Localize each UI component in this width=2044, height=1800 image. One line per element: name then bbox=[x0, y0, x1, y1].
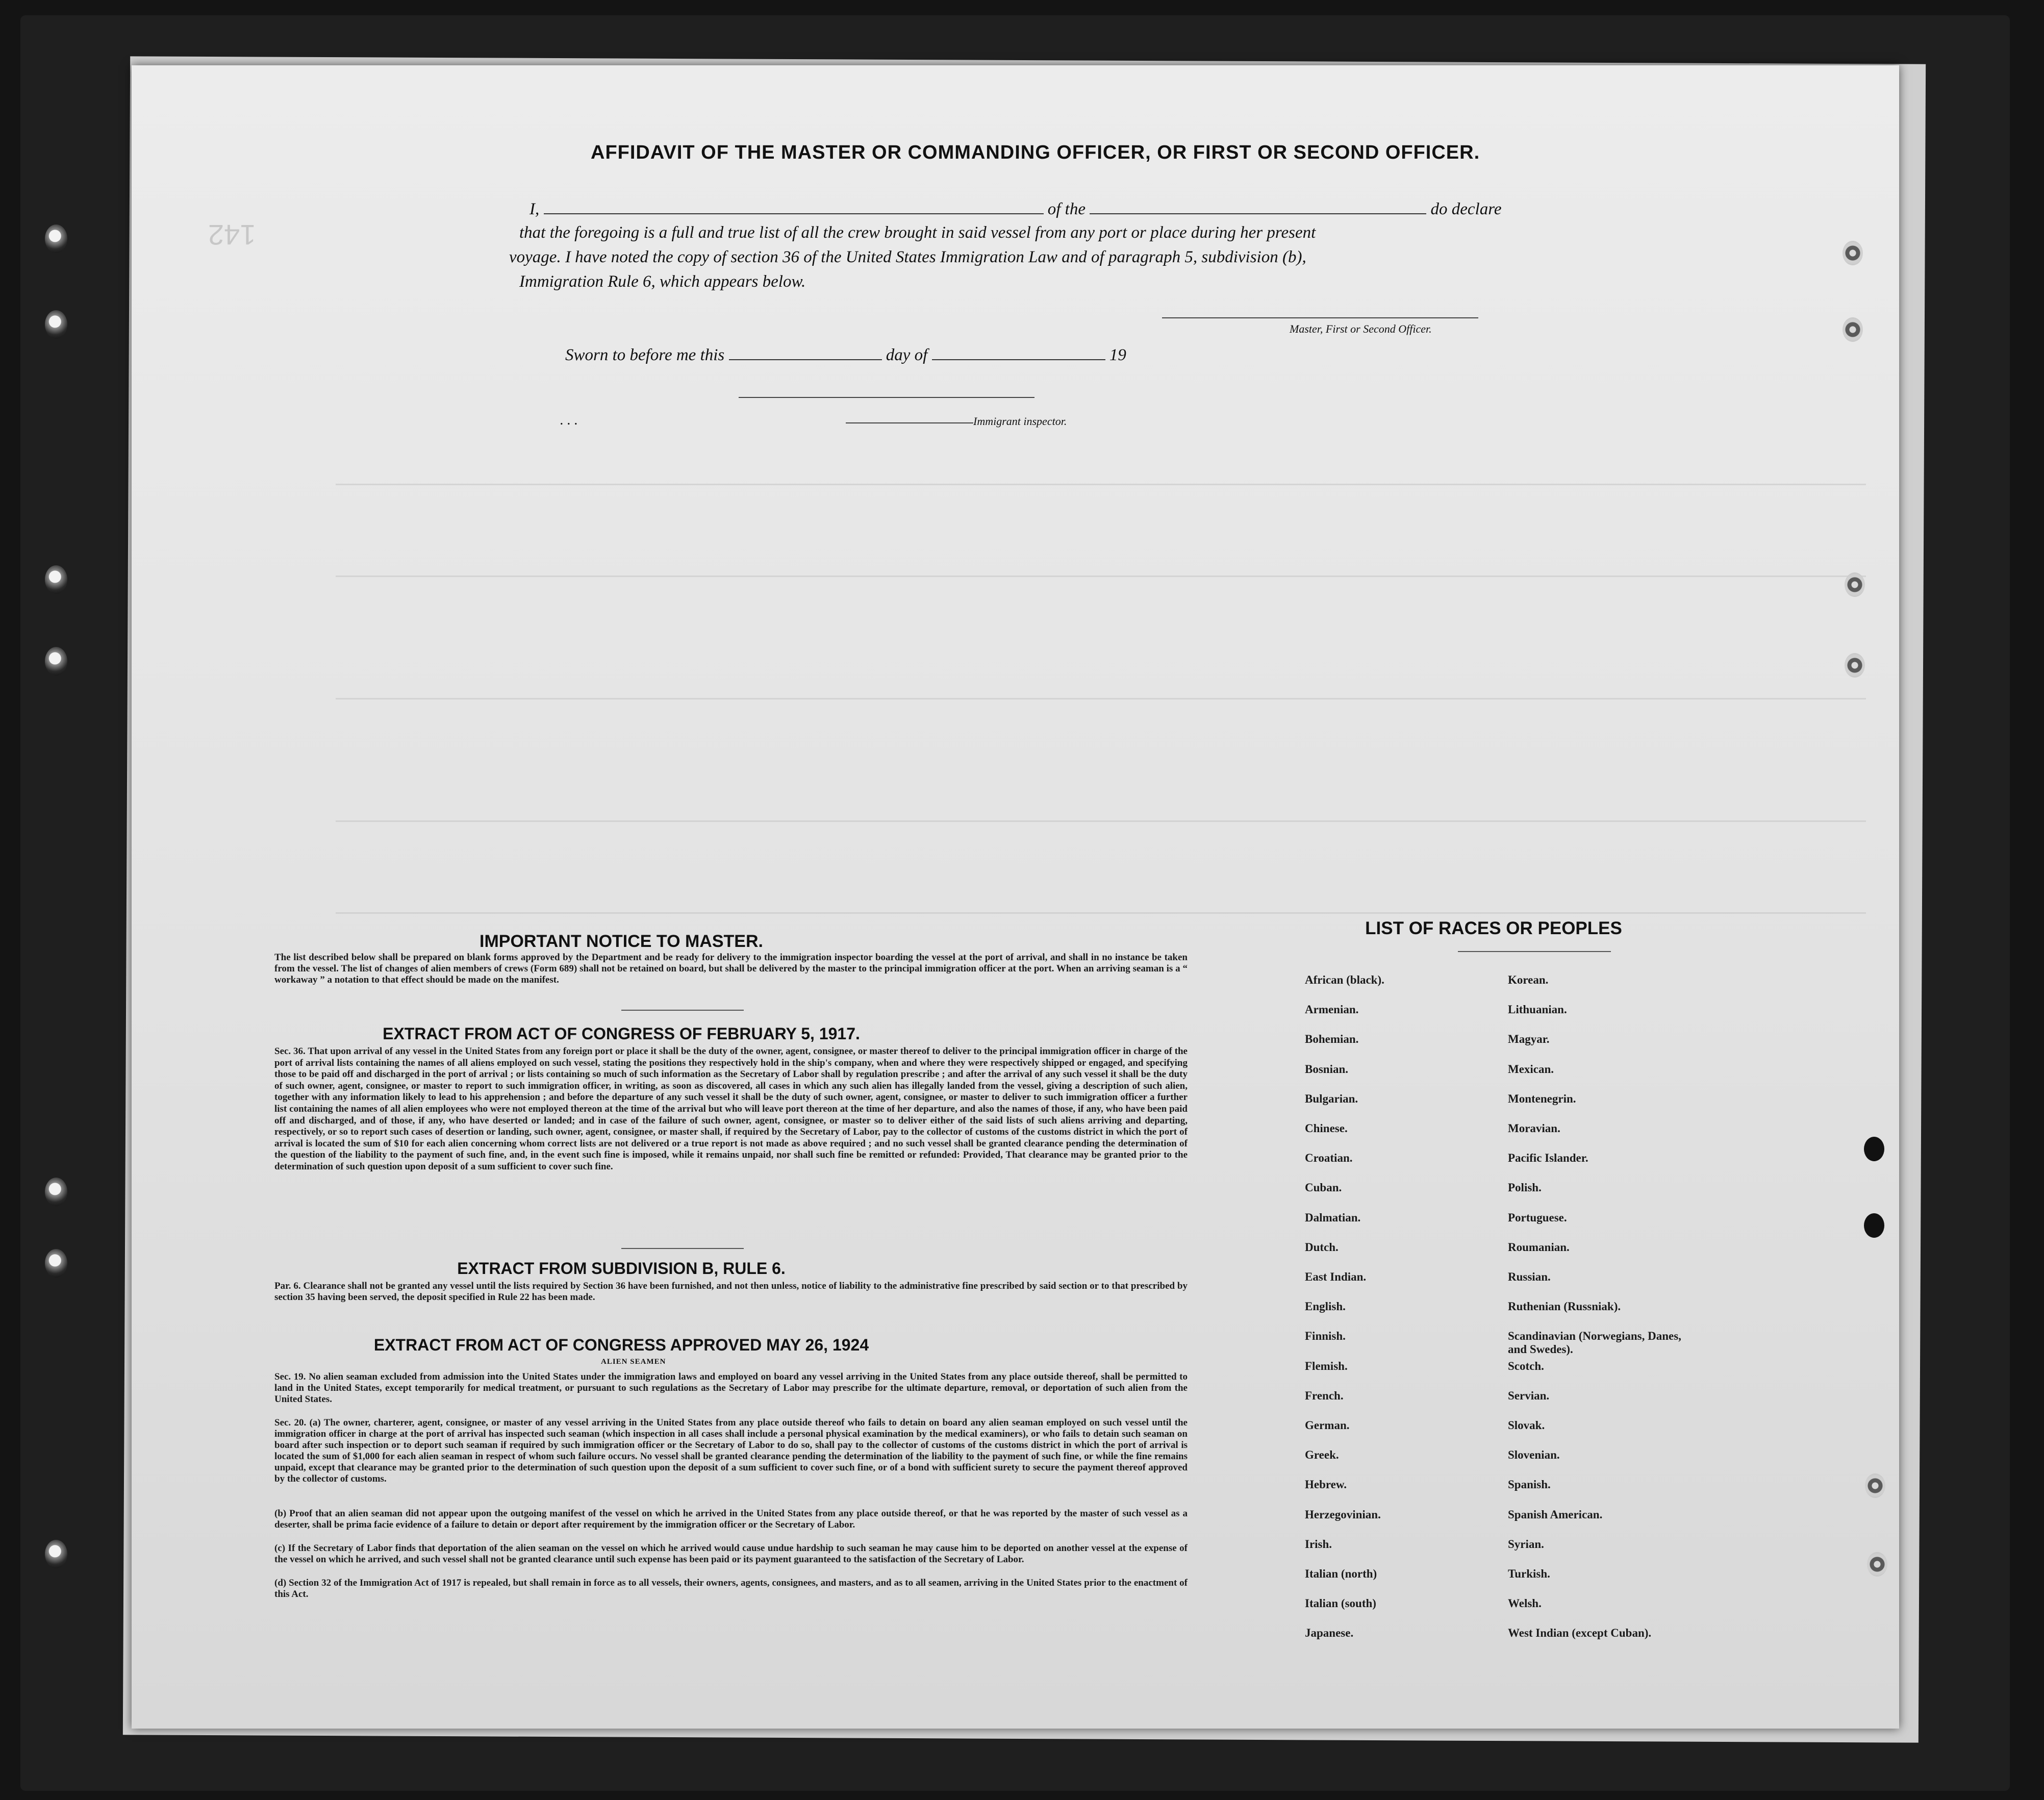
year-label: 19 bbox=[1109, 346, 1126, 364]
inspector-label: Immigrant inspector. bbox=[973, 415, 1067, 428]
bleed-through-rule bbox=[336, 698, 1866, 699]
race-item: Italian (north) bbox=[1305, 1567, 1377, 1580]
punch-hole-icon bbox=[1843, 241, 1863, 265]
sworn-month-blank[interactable] bbox=[932, 345, 1105, 360]
race-item: Spanish. bbox=[1508, 1478, 1551, 1491]
margin-page-number: 142 bbox=[208, 219, 256, 251]
affidavit-line-4: Immigration Rule 6, which appears below. bbox=[519, 272, 806, 291]
affidavit-of-the: of the bbox=[1047, 200, 1086, 218]
bleed-through-rule bbox=[336, 484, 1866, 485]
sworn-label: Sworn to before me this bbox=[565, 346, 725, 364]
alien-seamen-subtitle: ALIEN SEAMEN bbox=[601, 1358, 666, 1366]
sworn-day-blank[interactable] bbox=[729, 345, 882, 360]
race-item: Italian (south) bbox=[1305, 1597, 1376, 1610]
punch-hole-icon bbox=[1845, 653, 1865, 678]
binder-ring-icon bbox=[45, 565, 67, 594]
binder-ring-icon bbox=[45, 1178, 67, 1206]
race-item: Pacific Islander. bbox=[1508, 1152, 1588, 1164]
race-item: Hebrew. bbox=[1305, 1478, 1347, 1491]
binder-ring-icon bbox=[45, 1540, 67, 1568]
race-item: German. bbox=[1305, 1419, 1350, 1432]
punch-hole-icon bbox=[1867, 1552, 1887, 1577]
notice-body: The list described below shall be prepared on blank forms approved by the Department and be ready for delivery to the immigration inspector boarding the vessel at the port of arrival, and shall in no instance be taken from the vessel. The list of changes of alien members of crews (Form 689) shall not be retained on board, but shall be delivered by the master to the principal immigration officer at the port. When an arriving seaman is a “ workaway ” a notation to that effect should be made on the manifest. bbox=[274, 952, 1188, 985]
race-item: Russian. bbox=[1508, 1270, 1551, 1283]
extract-1917-title: EXTRACT FROM ACT OF CONGRESS OF FEBRUARY 5, 1917. bbox=[383, 1024, 860, 1043]
extract-1924-sec20a: Sec. 20. (a) The owner, charterer, agent, consignee, or master of any vessel arriving in the United States from any place outside thereof who fails to detain on board any alien seaman employed on such vessel until the immigration officer in charge at the port of arrival has inspected such seaman (which inspection in all cases shall include a personal physical examination by the medical examiners), or who fails to detain such seaman on board after such inspection or to deport such seaman if required by such immigration officer or the Secretary of Labor to do so, shall pay to the collector of customs of the customs district in which the port of arrival is located the sum of $1,000 for each alien seaman in respect of whom such failure occurs. No vessel shall be granted clearance pending the determination of the liability to the payment of such fine, or while the fine remains unpaid, except that clearance may be granted prior to the determination of such question upon the deposit of a sum sufficient to cover such fine, or of a bond with sufficient surety to secure the payment thereof approved by the collector of customs. bbox=[274, 1417, 1188, 1484]
day-of-label: day of bbox=[886, 346, 928, 364]
race-item: Greek. bbox=[1305, 1448, 1339, 1461]
race-item: Japanese. bbox=[1305, 1627, 1354, 1639]
race-item: Bulgarian. bbox=[1305, 1092, 1358, 1105]
race-item: Bosnian. bbox=[1305, 1063, 1349, 1076]
dots: . . . bbox=[560, 412, 578, 428]
extract-1924-sec19: Sec. 19. No alien seaman excluded from admission into the United States under the immigration laws and employed on board any vessel arriving in the United States from any place outside thereof, shall be permitted to land in the United States, except temporarily for medical treatment, or pursuant to such regulations as the Secretary of Labor may prescribe for the ultimate departure, removal, or deportation of such alien from the United States. bbox=[274, 1371, 1188, 1405]
divider bbox=[1458, 951, 1611, 952]
bleed-through-rule bbox=[336, 576, 1866, 577]
race-item: Turkish. bbox=[1508, 1567, 1550, 1580]
bleed-through-rule bbox=[336, 912, 1866, 914]
race-item: Scandinavian (Norwegians, Danes, and Swedes). bbox=[1508, 1330, 1681, 1356]
master-signature-label: Master, First or Second Officer. bbox=[1290, 322, 1432, 335]
race-item: Roumanian. bbox=[1508, 1241, 1570, 1254]
race-item: Welsh. bbox=[1508, 1597, 1542, 1610]
race-item: Montenegrin. bbox=[1508, 1092, 1576, 1105]
manifest-page bbox=[132, 65, 1899, 1729]
binder-ring-icon bbox=[45, 1249, 67, 1278]
extract-1924-sec20d: (d) Section 32 of the Immigration Act of 1917 is repealed, but shall remain in force as to all vessels, their owners, agents, consignees, and masters, and as to all seamen, arriving in the United States prior to the enactment of this Act. bbox=[274, 1578, 1188, 1599]
race-item: French. bbox=[1305, 1389, 1344, 1402]
race-item: Finnish. bbox=[1305, 1330, 1346, 1342]
race-item: Dalmatian. bbox=[1305, 1211, 1361, 1224]
race-item: Lithuanian. bbox=[1508, 1003, 1567, 1016]
punch-hole-icon bbox=[1864, 1213, 1884, 1238]
race-item: Servian. bbox=[1508, 1389, 1550, 1402]
race-item: Magyar. bbox=[1508, 1033, 1550, 1045]
race-item: Chinese. bbox=[1305, 1122, 1348, 1135]
extract-1924-sec20c: (c) If the Secretary of Labor finds that deportation of the alien seaman on the vessel on which he arrived would cause undue hardship to such seaman he may cause him to be deported on another vessel at the expense of the vessel on which he arrived, and such vessel shall not be granted clearance until such expense has been paid or its payment guaranteed to the satisfaction of the Secretary of Labor. bbox=[274, 1543, 1188, 1565]
inspector-signature-line[interactable] bbox=[846, 422, 973, 423]
extract-1924-title: EXTRACT FROM ACT OF CONGRESS APPROVED MAY 26, 1924 bbox=[373, 1336, 869, 1354]
affidavit-line-2: that the foregoing is a full and true list of all the crew brought in said vessel from any port or place during her present bbox=[519, 223, 1316, 242]
race-item: Croatian. bbox=[1305, 1152, 1353, 1164]
race-item: Korean. bbox=[1508, 973, 1549, 986]
race-item: Polish. bbox=[1508, 1181, 1542, 1194]
race-item: Flemish. bbox=[1305, 1360, 1348, 1372]
race-item: Bohemian. bbox=[1305, 1033, 1359, 1045]
name-blank[interactable] bbox=[544, 199, 1044, 214]
race-item: Herzegovinian. bbox=[1305, 1508, 1381, 1521]
punch-hole-icon bbox=[1865, 1473, 1885, 1498]
extract-rule6-body: Par. 6. Clearance shall not be granted any vessel until the lists required by Section 36 have been furnished, and not then unless, notice of liability to the administrative fine prescribed by said section or to that prescribed by section 35 having been served, the deposit specified in Rule 22 has been made. bbox=[274, 1281, 1188, 1303]
extract-1917-body: Sec. 36. That upon arrival of any vessel in the United States from any foreign port or place it shall be the duty of the owner, agent, consignee, or master thereof to deliver to the principal immigration officer in charge of the port of arrival lists containing the names of all aliens employed on such vessel, stating the positions they respectively hold in the ship's company, when and where they were respectively shipped or engaged, and specifying those to be paid off and discharged in the port of arrival ; or lists containing so much of such information as the Secretary of Labor shall by regulation prescribe ; and after the arrival of any such vessel it shall be the duty of such owner, agent, consignee, or master to report to such immigration officer, in writing, as soon as discovered, all cases in which any such alien has illegally landed from the vessel, giving a description of such alien, together with any information likely to lead to his apprehension ; and before the departure of any such vessel it shall be the duty of such owner, agent, consignee, or master to deliver to such immigration officer a further list containing the names of all alien employees who were not employed thereon at the time of the arrival but who will leave port thereon at the time of her departure, and also the names of those, if any, who have been paid off and discharged, and of those, if any, who have deserted or landed; and in case of the failure of such owner, agent, consignee, or master so to deliver either of the said lists of such aliens arriving and departing, respectively, or so to report such cases of desertion or landing, such owner, agent, consignee, or master shall, if required by the Secretary of Labor, pay to the collector of customs of the customs district in which the port of arrival is located the sum of $10 for each alien concerning whom correct lists are not delivered or a true report is not made as above required ; and no such vessel shall be granted clearance pending the determination of the question of the liability to the payment of such fine, and, in the event such fine is imposed, while it remains unpaid, nor shall such fine be remitted or refunded: Provided, That clearance may be granted prior to the determination of such question upon deposit of a sum sufficient to cover such fine. bbox=[274, 1046, 1188, 1172]
master-signature-line[interactable] bbox=[1162, 317, 1478, 318]
race-item: Ruthenian (Russniak). bbox=[1508, 1300, 1621, 1313]
extract-rule6-title: EXTRACT FROM SUBDIVISION B, RULE 6. bbox=[457, 1259, 786, 1278]
sworn-line bbox=[565, 345, 1126, 365]
punch-hole-icon bbox=[1843, 317, 1863, 342]
race-item: Syrian. bbox=[1508, 1538, 1544, 1551]
race-item: Dutch. bbox=[1305, 1241, 1339, 1254]
divider bbox=[621, 1010, 744, 1011]
inspector-blank-line[interactable] bbox=[739, 397, 1034, 398]
affidavit-do-declare: do declare bbox=[1430, 200, 1502, 218]
affidavit-i: I, bbox=[529, 200, 540, 218]
race-item: Scotch. bbox=[1508, 1360, 1544, 1372]
race-item: West Indian (except Cuban). bbox=[1508, 1627, 1652, 1639]
race-item: Spanish American. bbox=[1508, 1508, 1603, 1521]
race-item: East Indian. bbox=[1305, 1270, 1367, 1283]
race-item: Moravian. bbox=[1508, 1122, 1560, 1135]
binder-ring-icon bbox=[45, 224, 67, 253]
race-item: Irish. bbox=[1305, 1538, 1332, 1551]
vessel-blank[interactable] bbox=[1090, 199, 1426, 214]
races-title: LIST OF RACES OR PEOPLES bbox=[1365, 918, 1622, 938]
race-item: English. bbox=[1305, 1300, 1346, 1313]
race-item: Slovak. bbox=[1508, 1419, 1545, 1432]
punch-hole-icon bbox=[1845, 572, 1865, 597]
punch-hole-icon bbox=[1864, 1137, 1884, 1161]
race-item: Portuguese. bbox=[1508, 1211, 1567, 1224]
race-item: Mexican. bbox=[1508, 1063, 1554, 1076]
affidavit-line-1 bbox=[529, 199, 1501, 219]
binder-ring-icon bbox=[45, 647, 67, 676]
affidavit-line-3: voyage. I have noted the copy of section 36 of the United States Immigration Law and of paragraph 5, subdivision (b), bbox=[509, 248, 1306, 266]
bleed-through-rule bbox=[336, 820, 1866, 822]
notice-title: IMPORTANT NOTICE TO MASTER. bbox=[480, 932, 763, 951]
race-item: Cuban. bbox=[1305, 1181, 1342, 1194]
race-item: African (black). bbox=[1305, 973, 1384, 986]
divider bbox=[621, 1248, 744, 1249]
race-item: Armenian. bbox=[1305, 1003, 1359, 1016]
affidavit-title: AFFIDAVIT OF THE MASTER OR COMMANDING OFFICER, OR FIRST OR SECOND OFFICER. bbox=[591, 142, 1480, 163]
race-item: Slovenian. bbox=[1508, 1448, 1560, 1461]
binder-ring-icon bbox=[45, 310, 67, 339]
extract-1924-sec20b: (b) Proof that an alien seaman did not appear upon the outgoing manifest of the vessel on which he arrived in the United States from any place outside thereof, or that he was reported by the master of such vessel as a deserter, shall be prima facie evidence of a failure to detain or deport after requirement by the immigration officer or the Secretary of Labor. bbox=[274, 1508, 1188, 1530]
